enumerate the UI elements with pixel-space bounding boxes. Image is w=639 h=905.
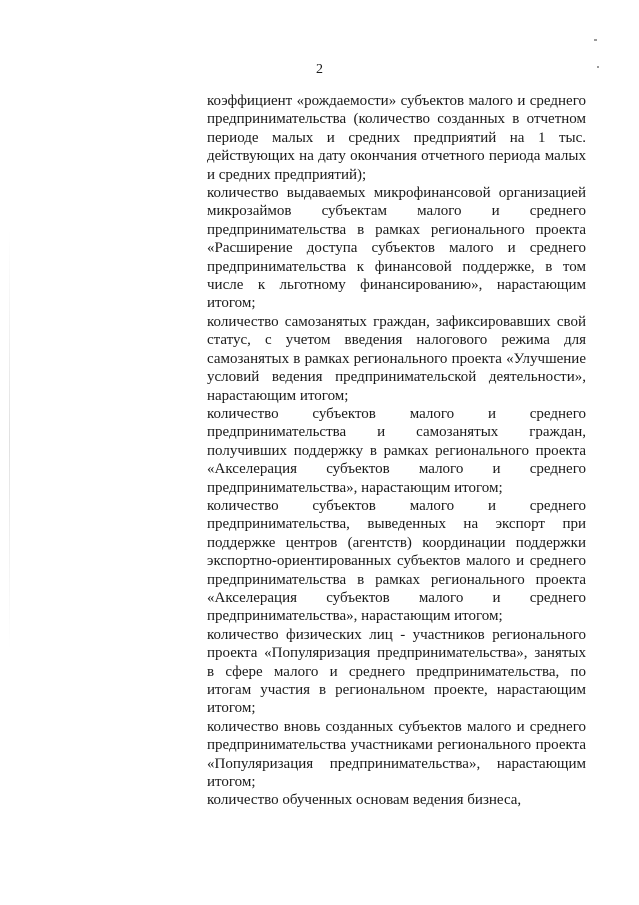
page-number: 2 [316, 62, 323, 77]
paragraph-supported-sme-count: количество субъектов малого и среднего предпринимательства и самозанятых граждан, получивших поддержку в рамках регионального проекта «Акселерация субъектов малого и среднего предпринимательства», нарастающим итогом; [207, 405, 586, 496]
scan-speck [594, 39, 597, 41]
document-body [207, 92, 586, 810]
paragraph-export-sme-count: количество субъектов малого и среднего предпринимательства, выведенных на экспорт при поддержке центров (агентств) координации поддержки экспортно-ориентированных субъектов малого и среднего предпринимательства в рамках регионального проекта «Акселерация субъектов малого и среднего предпринимательства», нарастающим итогом; [207, 497, 586, 625]
paragraph-self-employed-count: количество самозанятых граждан, зафиксировавших свой статус, с учетом введения налогового режима для самозанятых в рамках регионального проекта «Улучшение условий ведения предпринимательской деятельности», нарастающим итогом; [207, 313, 586, 404]
paragraph-microloans-count: количество выдаваемых микрофинансовой организацией микрозаймов субъектам малого и среднего предпринимательства в рамках регионального проекта «Расширение доступа субъектов малого и среднего предпринимательства к финансовой поддержке, в том числе к льготному финансированию», нарастающим итогом; [207, 185, 586, 312]
paragraph-trained-count: количество обученных основам ведения бизнеса, [207, 792, 522, 809]
paragraph-new-sme-by-participants-count: количество вновь созданных субъектов малого и среднего предпринимательства участниками регионального проекта «Популяризация предпринимательства», нарастающим итогом; [207, 718, 586, 791]
paragraph-participants-employed-count: количество физических лиц - участников регионального проекта «Популяризация предпринимательства», занятых в сфере малого и среднего предпринимательства, по итогам участия в региональном проекте, нарастающим итогом; [207, 626, 586, 717]
paragraph-birth-rate-coefficient: коэффициент «рождаемости» субъектов малого и среднего предпринимательства (количество созданных в отчетном периоде малых и средних предприятий на 1 тыс. действующих на дату окончания отчетного периода малых и средних предприятий); [207, 93, 586, 183]
scan-edge-shadow [9, 230, 10, 650]
scan-speck [597, 66, 599, 68]
